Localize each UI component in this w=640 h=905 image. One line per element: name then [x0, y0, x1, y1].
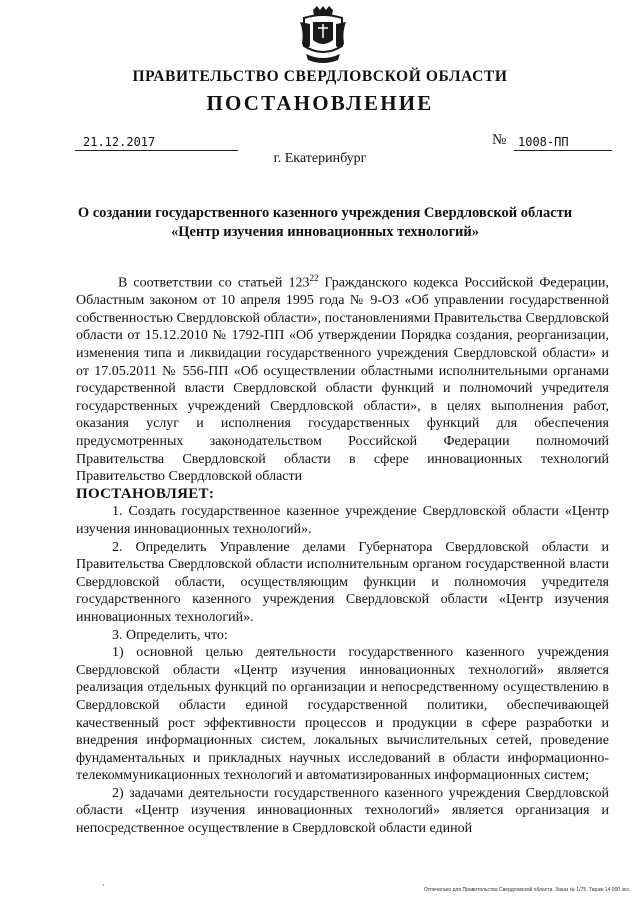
clause-3-1: 1) основной целью деятельности государственного казенного учреждения Свердловской области «Центр изучения инновационных технологий» является реализация отдельных функций по организации и непосредственному осуществлению в Свердловской области единой государственной политики, обеспечивающей качественный рост эффективности процессов и продукции в сфере разработки и внедрения информационных систем, локальных вычислительных сетей, проведение фундаментальных и прикладных научных исследований в области информационно-телекоммуникационных технологий и автоматизированных информационных систем;: [76, 645, 609, 784]
clause-2: 2. Определить Управление делами Губернатора Свердловской области и Правительства Свердловской области исполнительным органом государственной власти Свердловской области, осуществляющим функции и полномочия учредителя государственного казенного учреждения Свердловской области «Центр изучения инновационных технологий».: [76, 539, 609, 625]
coat-of-arms-icon: [298, 6, 348, 66]
document-number: 1008-ПП: [514, 134, 612, 151]
preamble-lead: В соответствии со статьей 123: [118, 275, 310, 291]
title-line-2: «Центр изучения инновационных технологий»: [171, 224, 479, 240]
preamble-paragraph: [76, 270, 609, 486]
document-date: 21.12.2017: [75, 134, 238, 151]
print-note: Отпечатано для Правительства Свердловской области. Заказ № 1/75. Тираж 14 000 экз.: [423, 887, 630, 893]
preamble-text: Гражданского кодекса Российской Федерации, Областным законом от 10 апреля 1995 года № 9-ОЗ «Об управлении государственной собственностью Свердловской области», постановлениями Правительства Свердловской области от 15.12.2010 № 1792-ПП «Об утверждении Порядка создания, реорганизации, изменения типа и ликвидации государственного учреждения Свердловской области» и от 17.05.2011 № 556-ПП «Об осуществлении областными исполнительными органами государственной власти Свердловской области функций и полномочий учредителя государственных учреждений Свердловской области», в целях выполнения работ, оказания услуг и исполнения государственных функций для обеспечения предусмотренных законодательством Российской Федерации полномочий Правительства Свердловской области в сфере инновационных технологий Правительство Свердловской области: [76, 275, 609, 485]
clause-1: 1. Создать государственное казенное учреждение Свердловской области «Центр изучения инновационных технологий».: [76, 504, 609, 537]
article-superscript: 22: [309, 273, 319, 283]
number-label: №: [492, 132, 507, 148]
document-body: [76, 270, 609, 838]
ruling-word: ПОСТАНОВЛЯЕТ:: [76, 485, 215, 502]
clause-3-2: 2) задачами деятельности государственного казенного учреждения Свердловской области «Центр изучения инновационных технологий» является организация и непосредственное осуществление в Свердловской области единой: [76, 785, 609, 837]
scan-mark: ·: [102, 880, 105, 890]
city: г. Екатеринбург: [273, 151, 367, 166]
title-line-1: О создании государственного казенного учреждения Свердловской области: [77, 205, 573, 221]
organization-name: ПРАВИТЕЛЬСТВО СВЕРДЛОВСКОЙ ОБЛАСТИ: [132, 68, 508, 85]
document-type: ПОСТАНОВЛЕНИЕ: [206, 91, 434, 115]
document-title: [60, 204, 590, 242]
clause-3: 3. Определить, что:: [112, 627, 228, 643]
